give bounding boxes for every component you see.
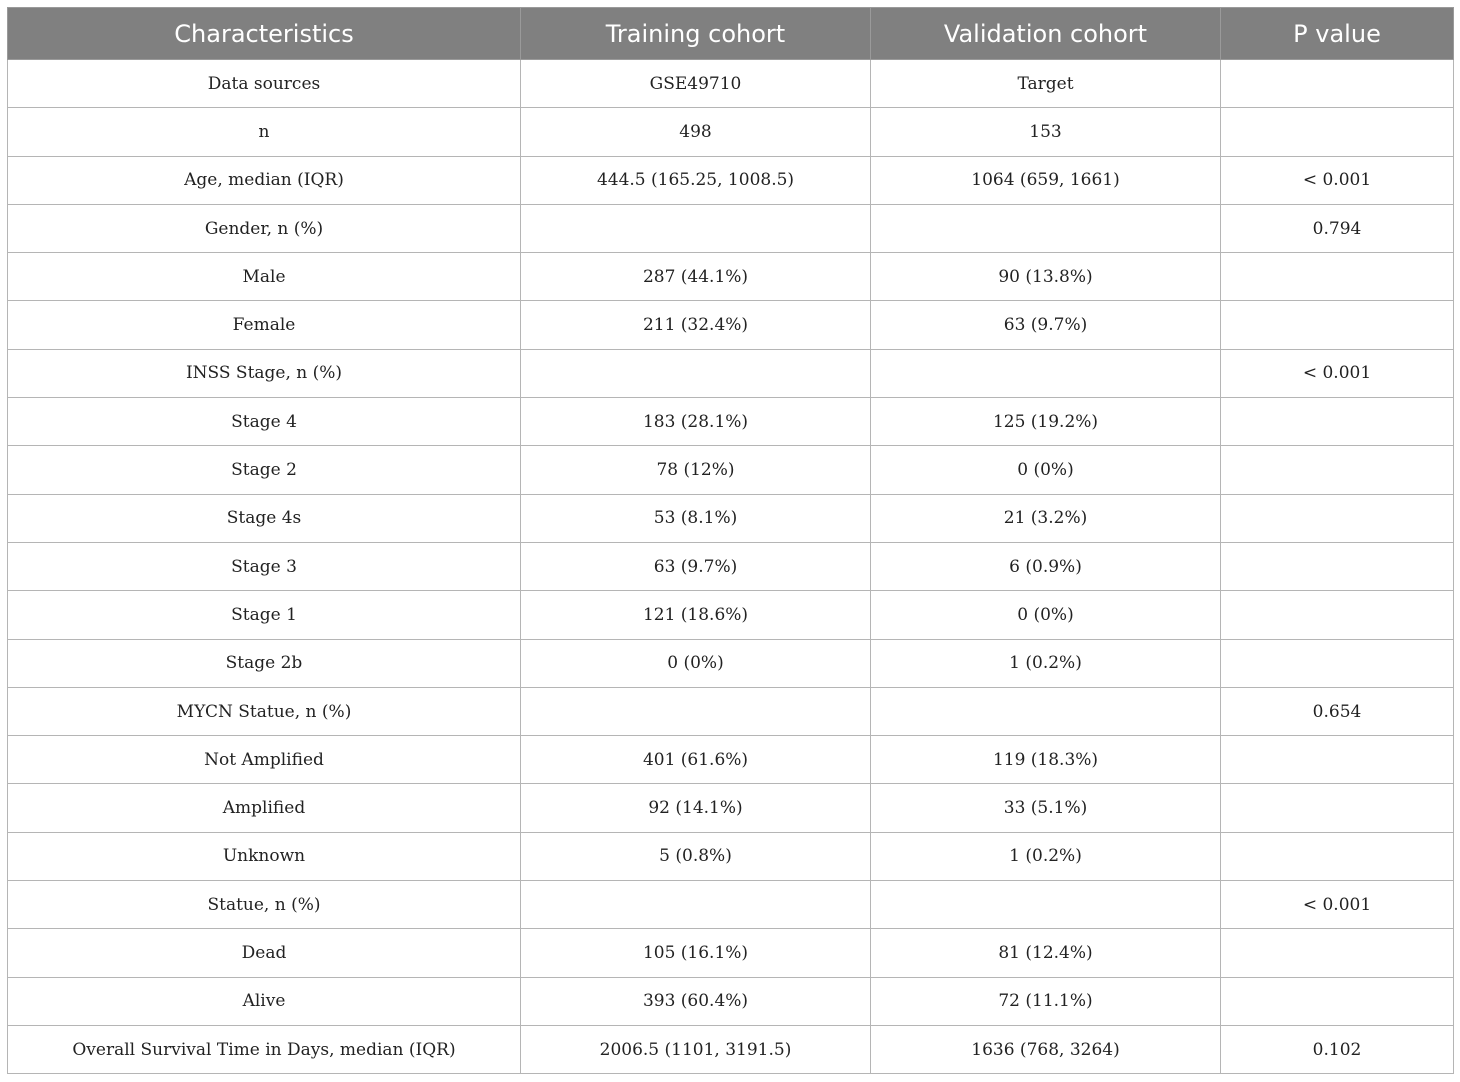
p-value-cell: < 0.001 [1221,156,1454,204]
validation-cohort-cell: 81 (12.4%) [871,929,1221,977]
table-row [8,446,1454,494]
training-cohort-cell [521,204,871,252]
characteristic-cell: Unknown [8,832,521,880]
p-value-cell [1221,929,1454,977]
header-characteristics: Characteristics [8,8,521,60]
p-value-cell [1221,977,1454,1025]
p-value-cell [1221,253,1454,301]
table-row [8,204,1454,252]
validation-cohort-cell: 153 [871,108,1221,156]
p-value-cell: 0.654 [1221,687,1454,735]
table-row [8,60,1454,108]
validation-cohort-cell: 72 (11.1%) [871,977,1221,1025]
characteristic-cell: Age, median (IQR) [8,156,521,204]
table-row [8,542,1454,590]
training-cohort-cell: 393 (60.4%) [521,977,871,1025]
training-cohort-cell: GSE49710 [521,60,871,108]
characteristic-cell: Gender, n (%) [8,204,521,252]
header-validation-cohort: Validation cohort [871,8,1221,60]
header-training-cohort: Training cohort [521,8,871,60]
table-row [8,929,1454,977]
validation-cohort-cell: 1636 (768, 3264) [871,1025,1221,1073]
characteristic-cell: n [8,108,521,156]
training-cohort-cell: 0 (0%) [521,639,871,687]
table-row [8,253,1454,301]
header-row [8,8,1454,60]
validation-cohort-cell: 33 (5.1%) [871,784,1221,832]
table-row [8,591,1454,639]
training-cohort-cell: 183 (28.1%) [521,398,871,446]
validation-cohort-cell: 1 (0.2%) [871,639,1221,687]
p-value-cell: 0.102 [1221,1025,1454,1073]
validation-cohort-cell: 0 (0%) [871,446,1221,494]
training-cohort-cell [521,349,871,397]
characteristic-cell: Not Amplified [8,736,521,784]
table-row [8,977,1454,1025]
p-value-cell [1221,784,1454,832]
training-cohort-cell: 498 [521,108,871,156]
validation-cohort-cell [871,881,1221,929]
table-row [8,301,1454,349]
validation-cohort-cell: 21 (3.2%) [871,494,1221,542]
table-row [8,398,1454,446]
characteristic-cell: Dead [8,929,521,977]
p-value-cell [1221,736,1454,784]
validation-cohort-cell: 0 (0%) [871,591,1221,639]
characteristic-cell: MYCN Statue, n (%) [8,687,521,735]
validation-cohort-cell: 6 (0.9%) [871,542,1221,590]
training-cohort-cell: 63 (9.7%) [521,542,871,590]
characteristic-cell: Statue, n (%) [8,881,521,929]
p-value-cell [1221,494,1454,542]
characteristic-cell: Alive [8,977,521,1025]
table-row [8,1025,1454,1073]
validation-cohort-cell: 125 (19.2%) [871,398,1221,446]
table-header [8,8,1454,60]
validation-cohort-cell: 90 (13.8%) [871,253,1221,301]
characteristic-cell: Amplified [8,784,521,832]
p-value-cell: 0.794 [1221,204,1454,252]
p-value-cell: < 0.001 [1221,349,1454,397]
validation-cohort-cell: 1064 (659, 1661) [871,156,1221,204]
characteristic-cell: Stage 3 [8,542,521,590]
characteristic-cell: Data sources [8,60,521,108]
characteristic-cell: Stage 4s [8,494,521,542]
table-row [8,832,1454,880]
validation-cohort-cell [871,349,1221,397]
p-value-cell [1221,446,1454,494]
table-row [8,736,1454,784]
training-cohort-cell: 92 (14.1%) [521,784,871,832]
validation-cohort-cell [871,687,1221,735]
training-cohort-cell: 78 (12%) [521,446,871,494]
training-cohort-cell: 287 (44.1%) [521,253,871,301]
training-cohort-cell: 2006.5 (1101, 3191.5) [521,1025,871,1073]
characteristic-cell: Male [8,253,521,301]
training-cohort-cell: 53 (8.1%) [521,494,871,542]
validation-cohort-cell [871,204,1221,252]
table-body [8,60,1454,1074]
training-cohort-cell: 121 (18.6%) [521,591,871,639]
p-value-cell [1221,60,1454,108]
training-cohort-cell: 5 (0.8%) [521,832,871,880]
p-value-cell [1221,639,1454,687]
characteristic-cell: Stage 2 [8,446,521,494]
characteristics-table-container [7,7,1453,1074]
header-p-value: P value [1221,8,1454,60]
p-value-cell [1221,591,1454,639]
p-value-cell [1221,108,1454,156]
table-row [8,349,1454,397]
training-cohort-cell [521,687,871,735]
table-row [8,881,1454,929]
table-row [8,156,1454,204]
p-value-cell [1221,832,1454,880]
training-cohort-cell: 211 (32.4%) [521,301,871,349]
validation-cohort-cell: 119 (18.3%) [871,736,1221,784]
characteristics-table [7,7,1454,1074]
table-row [8,639,1454,687]
characteristic-cell: Stage 2b [8,639,521,687]
characteristic-cell: Stage 1 [8,591,521,639]
table-row [8,108,1454,156]
validation-cohort-cell: 63 (9.7%) [871,301,1221,349]
p-value-cell [1221,398,1454,446]
characteristic-cell: Female [8,301,521,349]
training-cohort-cell [521,881,871,929]
training-cohort-cell: 105 (16.1%) [521,929,871,977]
table-row [8,784,1454,832]
p-value-cell [1221,301,1454,349]
table-row [8,687,1454,735]
p-value-cell [1221,542,1454,590]
table-row [8,494,1454,542]
characteristic-cell: Stage 4 [8,398,521,446]
characteristic-cell: Overall Survival Time in Days, median (IQR) [8,1025,521,1073]
validation-cohort-cell: 1 (0.2%) [871,832,1221,880]
p-value-cell: < 0.001 [1221,881,1454,929]
characteristic-cell: INSS Stage, n (%) [8,349,521,397]
training-cohort-cell: 401 (61.6%) [521,736,871,784]
training-cohort-cell: 444.5 (165.25, 1008.5) [521,156,871,204]
validation-cohort-cell: Target [871,60,1221,108]
